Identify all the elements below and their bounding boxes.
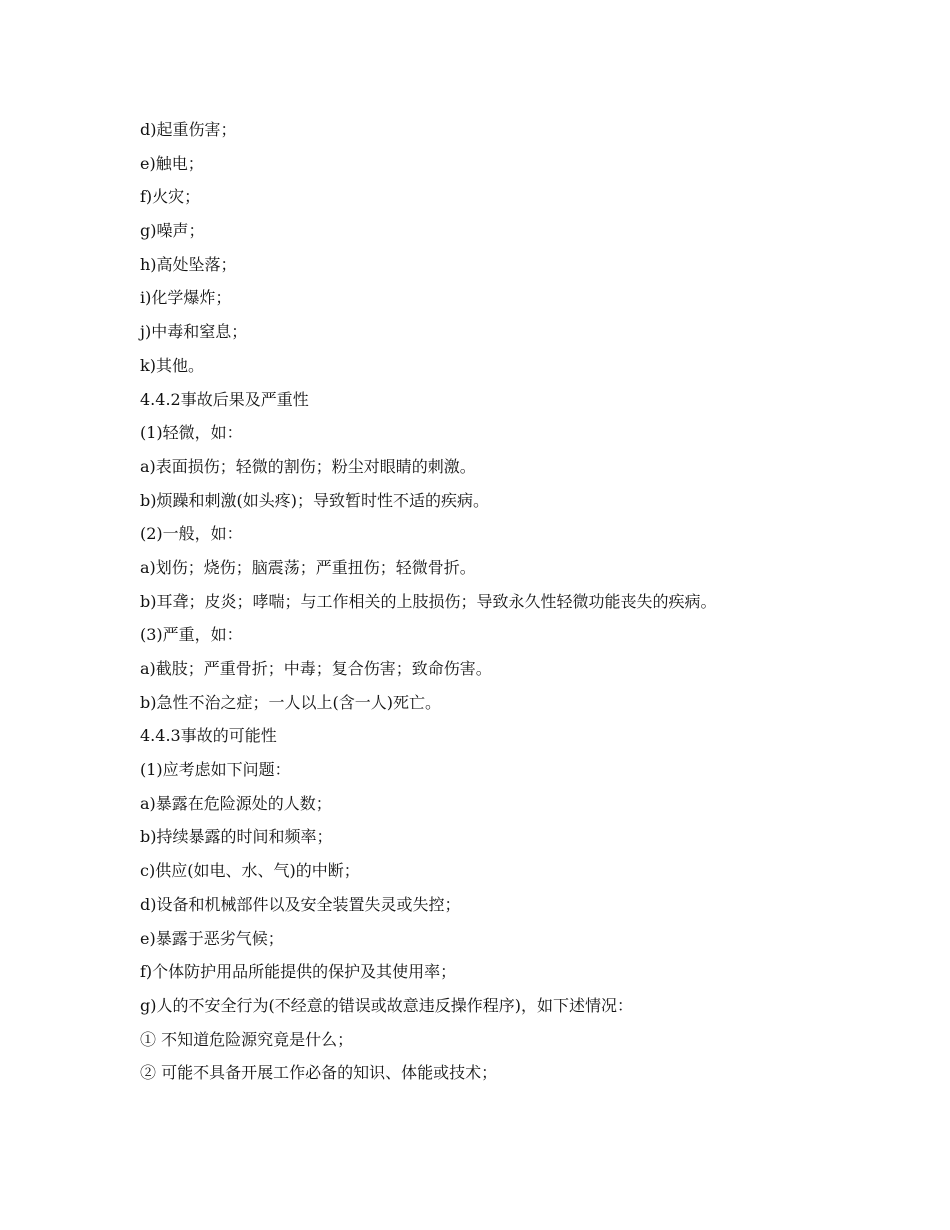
subheading-serious: (3)严重，如：	[140, 625, 243, 645]
list-item-minor-a: a)表面损伤；轻微的割伤；粉尘对眼睛的刺激。	[140, 456, 476, 476]
list-item-exposure-count: a)暴露在危险源处的人数；	[140, 793, 332, 813]
list-item-supply-interruption: c)供应(如电、水、气)的中断；	[140, 861, 360, 881]
subheading-minor: (1)轻微，如：	[140, 423, 243, 443]
list-item-g-noise: g)噪声；	[140, 221, 205, 241]
list-item-f-fire: f)火灾；	[140, 187, 201, 207]
section-heading-4-4-3: 4.4.3事故的可能性	[140, 726, 277, 746]
list-item-general-a: a)划伤；烧伤；脑震荡；严重扭伤；轻微骨折。	[140, 557, 476, 577]
list-item-minor-b: b)烦躁和刺激(如头疼)；导致暂时性不适的疾病。	[140, 490, 489, 510]
list-item-serious-a: a)截肢；严重骨折；中毒；复合伤害；致命伤害。	[140, 659, 492, 678]
list-item-general-b: b)耳聋；皮炎；哮喘；与工作相关的上肢损伤；导致永久性轻微功能丧失的疾病。	[140, 591, 717, 611]
list-item-j-poisoning: j)中毒和窒息；	[140, 322, 248, 342]
list-item-i-chemical-explosion: i)化学爆炸；	[140, 288, 232, 308]
list-item-d-lifting-injury: d)起重伤害；	[140, 120, 237, 139]
list-item-lacking-skills: ② 可能不具备开展工作必备的知识、体能或技术；	[140, 1063, 498, 1083]
list-item-unsafe-behavior: g)人的不安全行为(不经意的错误或故意违反操作程序)，如下述情况：	[140, 995, 633, 1015]
list-item-unaware-of-hazard: ① 不知道危险源究竟是什么；	[140, 1029, 354, 1049]
list-item-k-other: k)其他。	[140, 355, 204, 375]
list-item-bad-weather: e)暴露于恶劣气候；	[140, 928, 284, 948]
document-body	[140, 116, 860, 1093]
subheading-general: (2)一般，如：	[140, 524, 243, 544]
list-item-equipment-failure: d)设备和机械部件以及安全装置失灵或失控；	[140, 894, 461, 914]
section-heading-4-4-2: 4.4.2事故后果及严重性	[140, 389, 309, 409]
list-item-e-electric-shock: e)触电；	[140, 153, 204, 173]
list-item-protective-equipment: f)个体防护用品所能提供的保护及其使用率；	[140, 962, 457, 982]
list-item-serious-b: b)急性不治之症；一人以上(含一人)死亡。	[140, 692, 441, 712]
list-item-h-fall-from-height: h)高处坠落；	[140, 254, 237, 274]
subheading-considerations: (1)应考虑如下问题：	[140, 760, 291, 780]
list-item-exposure-duration: b)持续暴露的时间和频率；	[140, 827, 333, 847]
